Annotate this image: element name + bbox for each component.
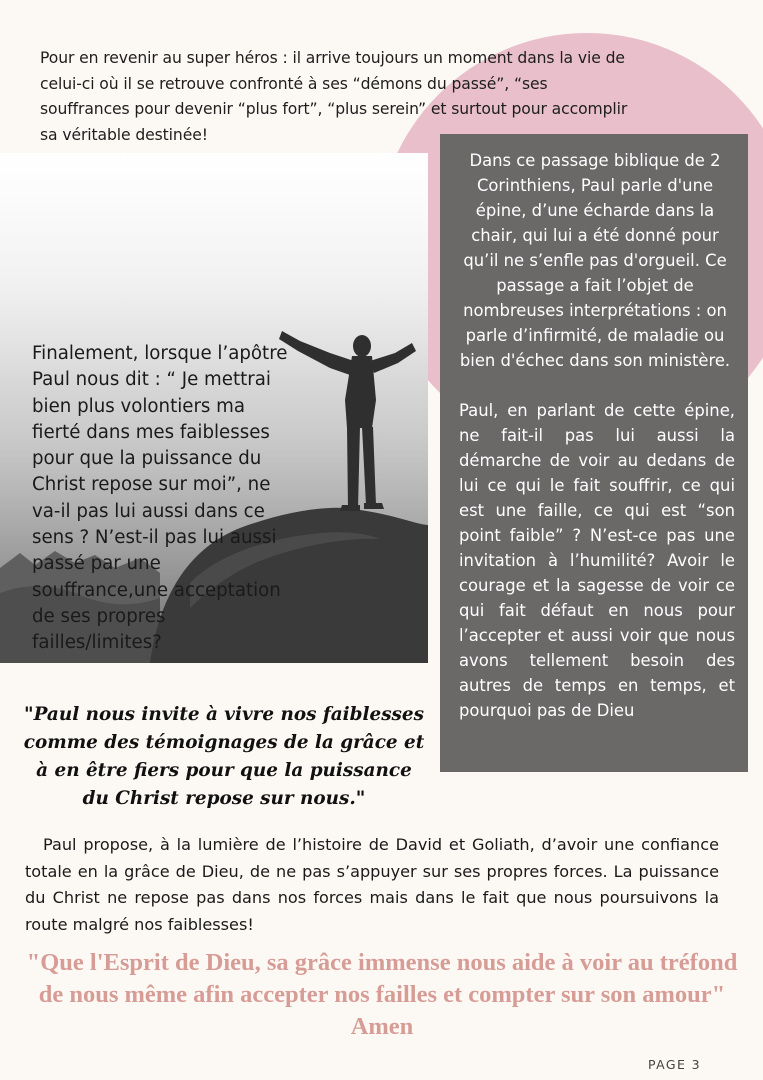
info-box-centered-text: Dans ce passage biblique de 2 Corinthiens, Paul parle d'une épine, d’une écharde dans la chair, qui lui a été donné pour qu’il ne s’enfle pas d'orgueil. Ce passage a fait l’objet de nombreuses interprétations : on parle d’infirmité, de maladie ou bien d'échec dans son ministère.	[459, 151, 731, 370]
prayer-amen: Amen	[350, 1013, 414, 1040]
prayer-line-1: "Que l'Esprit de Dieu, sa grâce immense nous aide à voir au tréfond	[26, 949, 738, 976]
silhouette-photo	[0, 153, 428, 663]
page-number: PAGE 3	[648, 1057, 701, 1072]
body-paragraph: Paul propose, à la lumière de l’histoire de David et Goliath, d’avoir une confiance totale en la grâce de Dieu, de ne pas s’appuyer sur ses propres forces. La puissance du Christ ne repose pas dans nos forces mais dans le fait que nous poursuivons la route malgré nos faiblesses!	[25, 835, 719, 934]
prayer-line-2: de nous même afin accepter nos failles et compter sur son amour"	[38, 981, 726, 1008]
pull-quote: "Paul nous invite à vivre nos faiblesses comme des témoignages de la grâce et à en être fiers pour que la puissance du Christ repose sur nous."	[23, 704, 425, 809]
info-box	[440, 134, 748, 772]
intro-paragraph: Pour en revenir au super héros : il arrive toujours un moment dans la vie de celui-ci où il se retrouve confronté à ses “démons du passé”, “ses souffrances pour devenir “plus fort”, “plus serein” et surtout pour accomplir sa véritable destinée!	[40, 49, 628, 144]
photo-overlay-text: Finalement, lorsque l’apôtre Paul nous dit : “ Je mettrai bien plus volontiers ma fierté dans mes faiblesses pour que la puissance du Christ repose sur moi”, ne va-il pas lui aussi dans ce sens ? N’est-il pas lui aussi passé par une souffrance,une acceptation de ses propres failles/limites?	[32, 343, 288, 654]
info-box-justified-text: Paul, en parlant de cette épine, ne fait-il pas lui aussi la démarche de voir au dedans de lui ce qui le fait souffrir, ce qui est une faille, ce qui est “son point faible” ? N’est-ce pas une invitation à l’humilité? Avoir le courage et la sagesse de voir ce qui fait défaut en nous pour l’accepter et aussi voir que nous avons tellement besoin des autres de temps en temps, et pourquoi pas de Dieu	[459, 401, 735, 720]
prayer-block	[8, 947, 756, 1043]
